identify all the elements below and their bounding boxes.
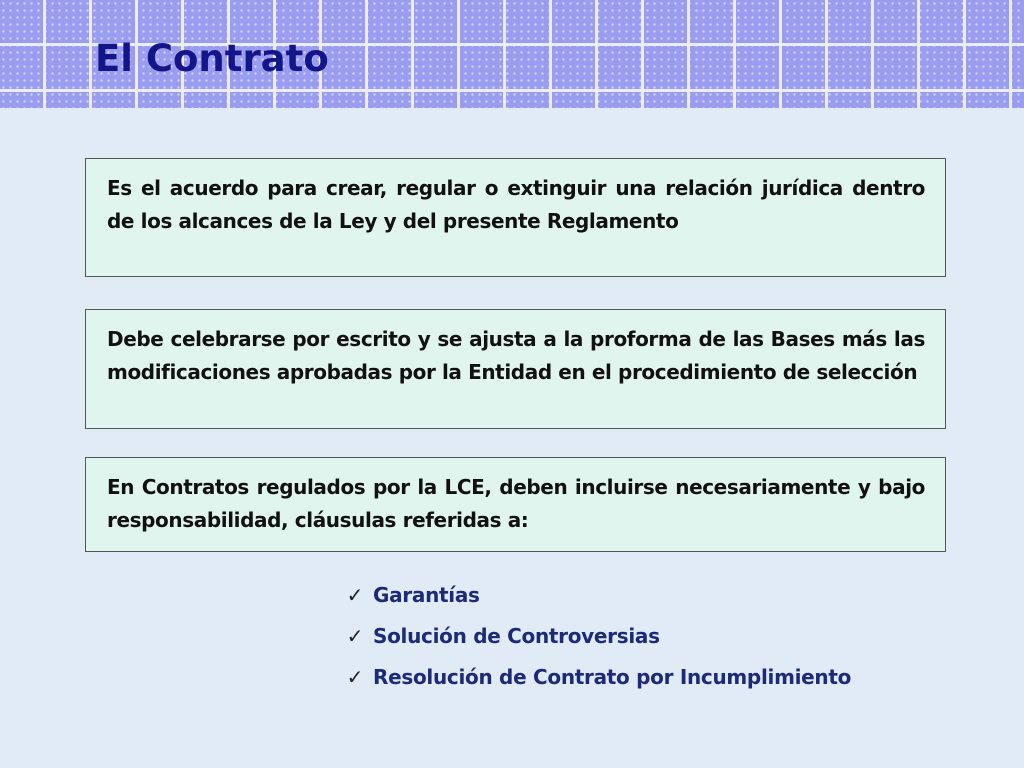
clause-list bbox=[343, 574, 851, 697]
clause-label-garantias: Garantías bbox=[373, 582, 480, 607]
check-icon: ✓ bbox=[346, 582, 364, 607]
clause-label-controversias: Solución de Controversias bbox=[373, 623, 660, 648]
definition-text: Es el acuerdo para crear, regular o extinguir una relación jurídica dentro de los alcances de la Ley y del presente Reglamento bbox=[107, 176, 925, 233]
list-item bbox=[343, 615, 851, 656]
clause-label-resolucion: Resolución de Contrato por Incumplimiento bbox=[373, 664, 852, 689]
definition-box bbox=[85, 158, 946, 277]
clauses-intro-box bbox=[85, 457, 946, 552]
formalization-text: Debe celebrarse por escrito y se ajusta a la proforma de las Bases más las modificaciones aprobadas por la Entidad en el procedimiento de selección bbox=[107, 327, 925, 384]
list-item bbox=[343, 656, 851, 697]
slide-title: El Contrato bbox=[95, 37, 329, 80]
clauses-intro-text: En Contratos regulados por la LCE, deben incluirse necesariamente y bajo responsabilidad, cláusulas referidas a: bbox=[107, 475, 925, 532]
list-item bbox=[343, 574, 851, 615]
formalization-box bbox=[85, 309, 946, 429]
check-icon: ✓ bbox=[346, 623, 364, 648]
check-icon: ✓ bbox=[346, 664, 364, 689]
